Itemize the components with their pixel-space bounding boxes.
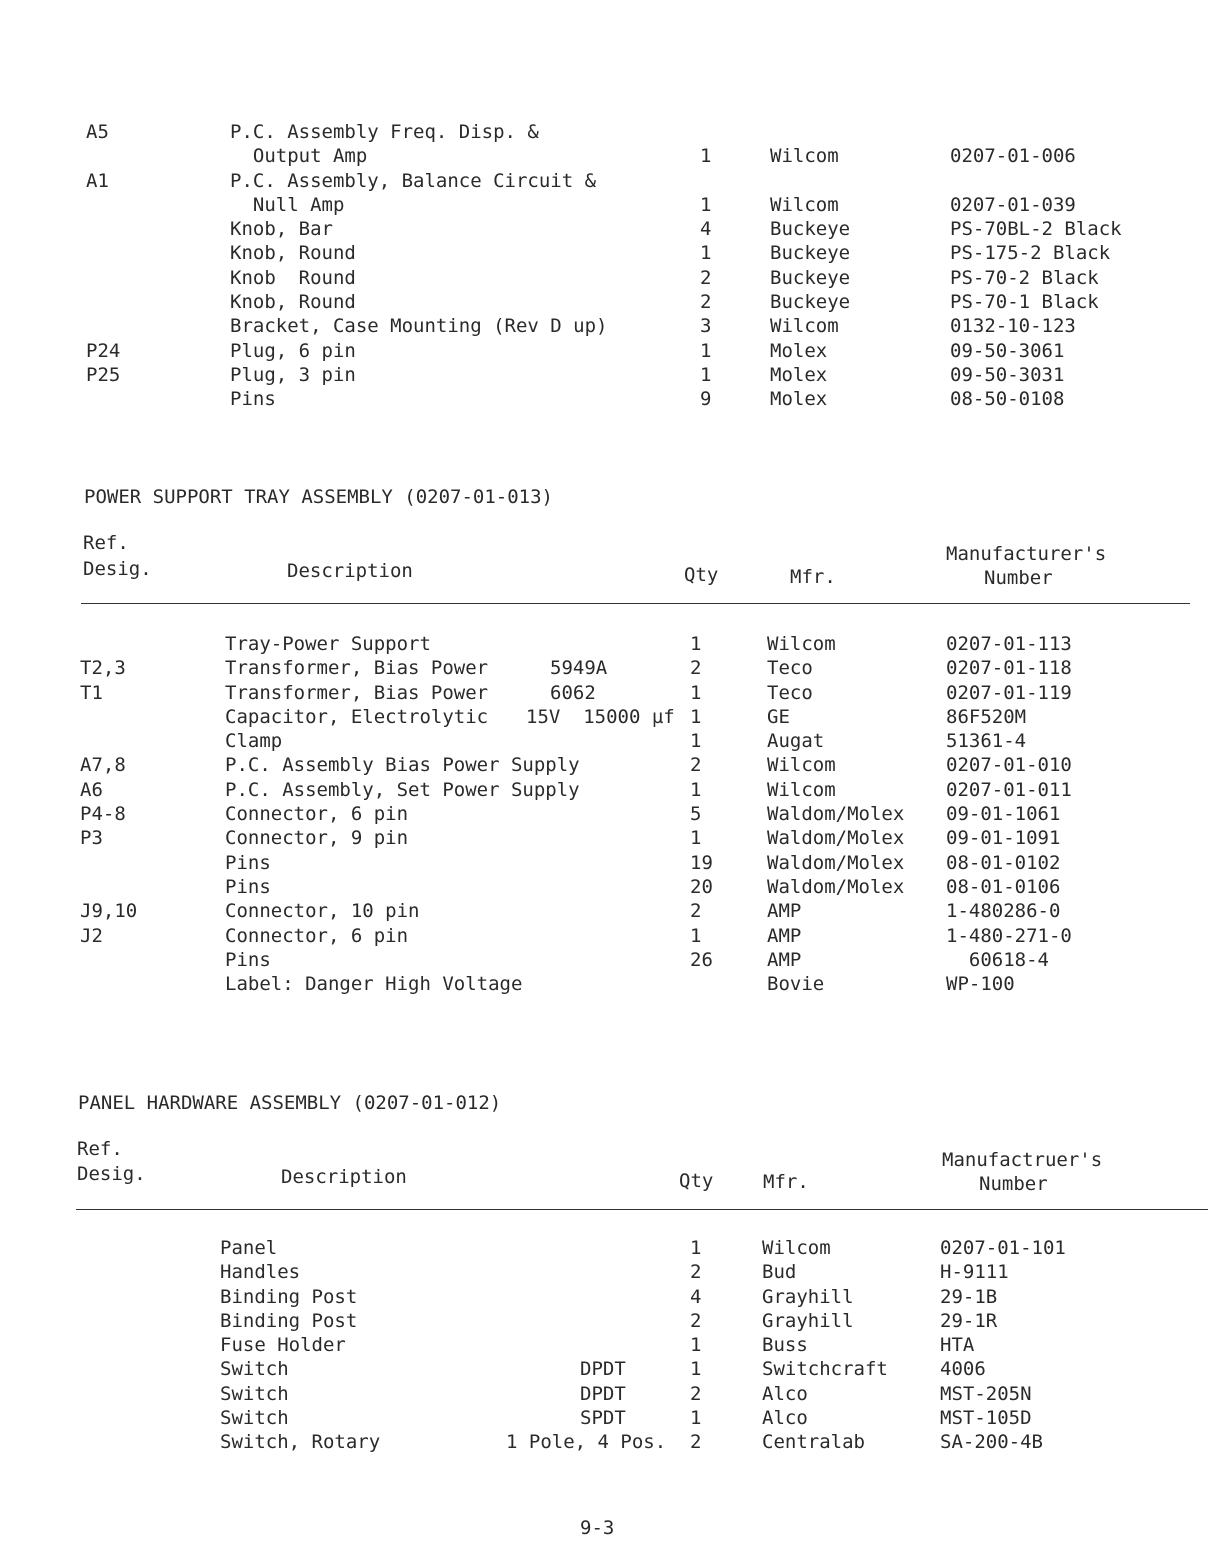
mfr-cell: Molex <box>770 388 828 411</box>
qty-cell: 3 <box>700 315 712 338</box>
mfr-cell: Centralab <box>762 1431 865 1454</box>
table-row <box>0 753 1222 777</box>
part-number-cell: 29-1R <box>940 1309 998 1332</box>
description-cell: Output Amp <box>230 145 368 168</box>
table-row <box>0 339 1222 363</box>
description-cell: Knob, Bar <box>230 218 333 241</box>
spec-cell: DPDT <box>580 1358 626 1381</box>
description-cell: Switch, Rotary <box>220 1431 381 1454</box>
qty-cell: 2 <box>690 900 702 923</box>
mfr-cell: Bovie <box>767 973 825 996</box>
mfr-cell: Buckeye <box>770 218 851 241</box>
ref-desig-cell: T2,3 <box>80 657 126 680</box>
part-number-cell: 29-1B <box>940 1285 998 1308</box>
part-number-cell: 86F520M <box>946 705 1027 728</box>
description-cell: Knob, Round <box>230 242 356 265</box>
header-mfr: Mfr. <box>790 566 836 588</box>
mfr-cell: Grayhill <box>762 1285 854 1308</box>
description-cell: Connector, 6 pin <box>225 803 409 826</box>
part-number-cell: 51361-4 <box>946 730 1027 753</box>
table-row <box>0 681 1222 705</box>
part-number-cell: MST-205N <box>940 1382 1032 1405</box>
qty-cell: 1 <box>690 924 702 947</box>
part-number-cell: 08-50-0108 <box>950 388 1065 411</box>
table-row <box>0 193 1222 217</box>
qty-cell: 1 <box>690 778 702 801</box>
mfr-cell: AMP <box>767 900 802 923</box>
mfr-cell: Wilcom <box>762 1237 831 1259</box>
mfr-cell: Bud <box>762 1261 797 1284</box>
part-number-cell: 0207-01-039 <box>950 193 1076 216</box>
mfr-cell: Buss <box>762 1334 808 1357</box>
ref-desig-cell: A6 <box>80 778 103 801</box>
mfr-cell: Wilcom <box>770 193 839 216</box>
table-row <box>0 1260 1222 1284</box>
mfr-cell: Waldom/Molex <box>767 875 905 898</box>
part-number-cell: 1-480286-0 <box>946 900 1061 923</box>
qty-cell: 9 <box>700 388 712 411</box>
spec-cell: 6062 <box>550 681 596 704</box>
ref-desig-cell: J9,10 <box>80 900 138 923</box>
description-cell: Pins <box>225 875 271 898</box>
table-row <box>0 1285 1222 1309</box>
part-number-cell: 09-50-3031 <box>950 363 1065 386</box>
mfr-cell: Molex <box>770 363 828 386</box>
description-cell: Pins <box>230 388 276 411</box>
description-cell: Transformer, Bias Power <box>225 681 489 704</box>
ref-desig-cell: A5 <box>86 121 109 143</box>
table-row <box>0 266 1222 290</box>
qty-cell: 20 <box>690 875 713 898</box>
header-ref: Ref. <box>83 532 129 554</box>
table-row <box>0 899 1222 923</box>
table-row <box>0 1236 1222 1260</box>
table-row <box>0 778 1222 802</box>
part-number-cell: PS-70BL-2 Black <box>950 218 1122 241</box>
table-row <box>0 217 1222 241</box>
ref-desig-cell: P3 <box>80 827 103 850</box>
table-row <box>0 729 1222 753</box>
qty-cell: 1 <box>700 242 712 265</box>
description-cell: Capacitor, Electrolytic <box>225 705 489 728</box>
ref-desig-cell: P25 <box>86 363 121 386</box>
part-number-cell: 0207-01-010 <box>946 754 1072 777</box>
ref-desig-cell: A1 <box>86 169 109 192</box>
header-qty: Qty <box>679 1170 714 1192</box>
header-rule <box>81 603 1190 604</box>
mfr-cell: Teco <box>767 657 813 680</box>
qty-cell: 2 <box>690 754 702 777</box>
table-row <box>0 656 1222 680</box>
mfr-cell: Alco <box>762 1407 808 1430</box>
table-row <box>0 948 1222 972</box>
header-number: Number <box>979 1173 1048 1195</box>
table-row <box>0 705 1222 729</box>
qty-cell: 4 <box>690 1285 702 1308</box>
description-cell: Pins <box>225 948 271 971</box>
description-cell: Knob, Round <box>230 291 356 314</box>
mfr-cell: Alco <box>762 1382 808 1405</box>
header-ref: Ref. <box>77 1138 123 1160</box>
table-row <box>0 1309 1222 1333</box>
description-cell: Knob Round <box>230 266 356 289</box>
qty-cell: 1 <box>700 339 712 362</box>
qty-cell: 2 <box>700 266 712 289</box>
part-number-cell: 60618-4 <box>946 948 1049 971</box>
table-row <box>0 290 1222 314</box>
part-number-cell: 09-01-1091 <box>946 827 1061 850</box>
qty-cell: 1 <box>690 1407 702 1430</box>
qty-cell: 5 <box>690 803 702 826</box>
table-row <box>0 924 1222 948</box>
spec-cell: SPDT <box>580 1407 626 1430</box>
description-cell: Switch <box>220 1358 289 1381</box>
description-cell: Binding Post <box>220 1309 358 1332</box>
table-row <box>0 1333 1222 1357</box>
part-number-cell: 0207-01-101 <box>940 1237 1066 1259</box>
part-number-cell: 0207-01-011 <box>946 778 1072 801</box>
mfr-cell: Molex <box>770 339 828 362</box>
part-number-cell: WP-100 <box>946 973 1015 996</box>
table-row <box>0 144 1222 168</box>
header-description: Description <box>287 560 413 582</box>
mfr-cell: Waldom/Molex <box>767 803 905 826</box>
description-cell: P.C. Assembly Freq. Disp. & <box>230 121 539 143</box>
qty-cell: 1 <box>690 633 702 655</box>
mfr-cell: Buckeye <box>770 266 851 289</box>
table-row <box>0 875 1222 899</box>
ref-desig-cell: A7,8 <box>80 754 126 777</box>
table-row <box>0 802 1222 826</box>
header-number: Number <box>984 567 1053 589</box>
part-number-cell: 09-50-3061 <box>950 339 1065 362</box>
qty-cell: 1 <box>690 681 702 704</box>
description-cell: Fuse Holder <box>220 1334 346 1357</box>
qty-cell: 1 <box>690 730 702 753</box>
description-cell: Label: Danger High Voltage <box>225 973 523 996</box>
table-row <box>0 632 1222 656</box>
table-row <box>0 314 1222 338</box>
table-row <box>0 241 1222 265</box>
table-row <box>0 851 1222 875</box>
panel-hardware-parts <box>0 1236 1222 1455</box>
power-support-tray-parts <box>0 632 1222 996</box>
description-cell: Panel <box>220 1237 278 1259</box>
description-cell: Switch <box>220 1382 289 1405</box>
section-title-panel-hardware: PANEL HARDWARE ASSEMBLY (0207-01-012) <box>78 1092 502 1114</box>
table-row <box>0 120 1222 144</box>
table-row <box>0 387 1222 411</box>
qty-cell: 1 <box>700 193 712 216</box>
qty-cell: 1 <box>690 827 702 850</box>
mfr-cell: Wilcom <box>767 778 836 801</box>
description-cell: P.C. Assembly Bias Power Supply <box>225 754 580 777</box>
section-title-power-support-tray: POWER SUPPORT TRAY ASSEMBLY (0207-01-013) <box>84 486 553 508</box>
part-number-cell: H-9111 <box>940 1261 1009 1284</box>
part-number-cell: MST-105D <box>940 1407 1032 1430</box>
table-row <box>0 1430 1222 1454</box>
mfr-cell: Wilcom <box>767 633 836 655</box>
header-desig: Desig. <box>83 558 152 580</box>
part-number-cell: HTA <box>940 1334 975 1357</box>
header-description: Description <box>281 1166 407 1188</box>
description-cell: Switch <box>220 1407 289 1430</box>
ref-desig-cell: J2 <box>80 924 103 947</box>
description-cell: Clamp <box>225 730 283 753</box>
description-cell: Bracket, Case Mounting (Rev D up) <box>230 315 608 338</box>
part-number-cell: PS-70-2 Black <box>950 266 1099 289</box>
spec-cell: 5949A <box>550 657 608 680</box>
description-cell: Transformer, Bias Power <box>225 657 489 680</box>
qty-cell: 2 <box>700 291 712 314</box>
header-desig: Desig. <box>77 1163 146 1185</box>
qty-cell: 2 <box>690 1382 702 1405</box>
description-cell: Binding Post <box>220 1285 358 1308</box>
description-cell: Plug, 3 pin <box>230 363 356 386</box>
page-number: 9-3 <box>580 1517 615 1539</box>
description-cell: Handles <box>220 1261 301 1284</box>
header-manufacturers: Manufacturer's <box>946 543 1107 565</box>
qty-cell: 2 <box>690 1261 702 1284</box>
qty-cell: 2 <box>690 1431 702 1454</box>
part-number-cell: 0207-01-006 <box>950 145 1076 168</box>
part-number-cell: PS-175-2 Black <box>950 242 1111 265</box>
parts-list-continuation <box>0 120 1222 412</box>
header-rule <box>76 1209 1208 1210</box>
qty-cell: 1 <box>690 705 702 728</box>
description-cell: Plug, 6 pin <box>230 339 356 362</box>
description-cell: Connector, 6 pin <box>225 924 409 947</box>
qty-cell: 1 <box>690 1237 702 1259</box>
mfr-cell: Switchcraft <box>762 1358 888 1381</box>
mfr-cell: Wilcom <box>770 145 839 168</box>
part-number-cell: 4006 <box>940 1358 986 1381</box>
table-row <box>0 1382 1222 1406</box>
description-cell: Pins <box>225 851 271 874</box>
spec-cell: 15V 15000 µf <box>526 705 675 728</box>
spec-cell: DPDT <box>580 1382 626 1405</box>
mfr-cell: Waldom/Molex <box>767 851 905 874</box>
ref-desig-cell: P4-8 <box>80 803 126 826</box>
qty-cell: 1 <box>690 1334 702 1357</box>
part-number-cell: 0207-01-119 <box>946 681 1072 704</box>
part-number-cell: 1-480-271-0 <box>946 924 1072 947</box>
description-cell: P.C. Assembly, Set Power Supply <box>225 778 580 801</box>
table-row <box>0 169 1222 193</box>
table-row <box>0 363 1222 387</box>
header-manufactruers: Manufactruer's <box>942 1149 1103 1171</box>
mfr-cell: AMP <box>767 948 802 971</box>
qty-cell: 19 <box>690 851 713 874</box>
mfr-cell: GE <box>767 705 790 728</box>
description-cell: Connector, 10 pin <box>225 900 420 923</box>
qty-cell: 26 <box>690 948 713 971</box>
mfr-cell: AMP <box>767 924 802 947</box>
part-number-cell: PS-70-1 Black <box>950 291 1099 314</box>
qty-cell: 2 <box>690 657 702 680</box>
table-row <box>0 1406 1222 1430</box>
table-row <box>0 972 1222 996</box>
qty-cell: 4 <box>700 218 712 241</box>
part-number-cell: SA-200-4B <box>940 1431 1043 1454</box>
mfr-cell: Wilcom <box>770 315 839 338</box>
table-row <box>0 1357 1222 1381</box>
mfr-cell: Grayhill <box>762 1309 854 1332</box>
ref-desig-cell: T1 <box>80 681 103 704</box>
part-number-cell: 08-01-0106 <box>946 875 1061 898</box>
qty-cell: 2 <box>690 1309 702 1332</box>
mfr-cell: Wilcom <box>767 754 836 777</box>
description-cell: P.C. Assembly, Balance Circuit & <box>230 169 597 192</box>
mfr-cell: Waldom/Molex <box>767 827 905 850</box>
qty-cell: 1 <box>690 1358 702 1381</box>
part-number-cell: 0207-01-113 <box>946 633 1072 655</box>
qty-cell: 1 <box>700 363 712 386</box>
header-mfr: Mfr. <box>763 1171 809 1193</box>
mfr-cell: Buckeye <box>770 242 851 265</box>
mfr-cell: Buckeye <box>770 291 851 314</box>
spec-cell: 1 Pole, 4 Pos. <box>506 1431 667 1454</box>
description-cell: Tray-Power Support <box>225 633 431 655</box>
part-number-cell: 0132-10-123 <box>950 315 1076 338</box>
part-number-cell: 09-01-1061 <box>946 803 1061 826</box>
description-cell: Null Amp <box>230 193 345 216</box>
table-row <box>0 826 1222 850</box>
header-qty: Qty <box>684 564 719 586</box>
ref-desig-cell: P24 <box>86 339 121 362</box>
part-number-cell: 08-01-0102 <box>946 851 1061 874</box>
qty-cell: 1 <box>700 145 712 168</box>
description-cell: Connector, 9 pin <box>225 827 409 850</box>
mfr-cell: Augat <box>767 730 825 753</box>
part-number-cell: 0207-01-118 <box>946 657 1072 680</box>
mfr-cell: Teco <box>767 681 813 704</box>
